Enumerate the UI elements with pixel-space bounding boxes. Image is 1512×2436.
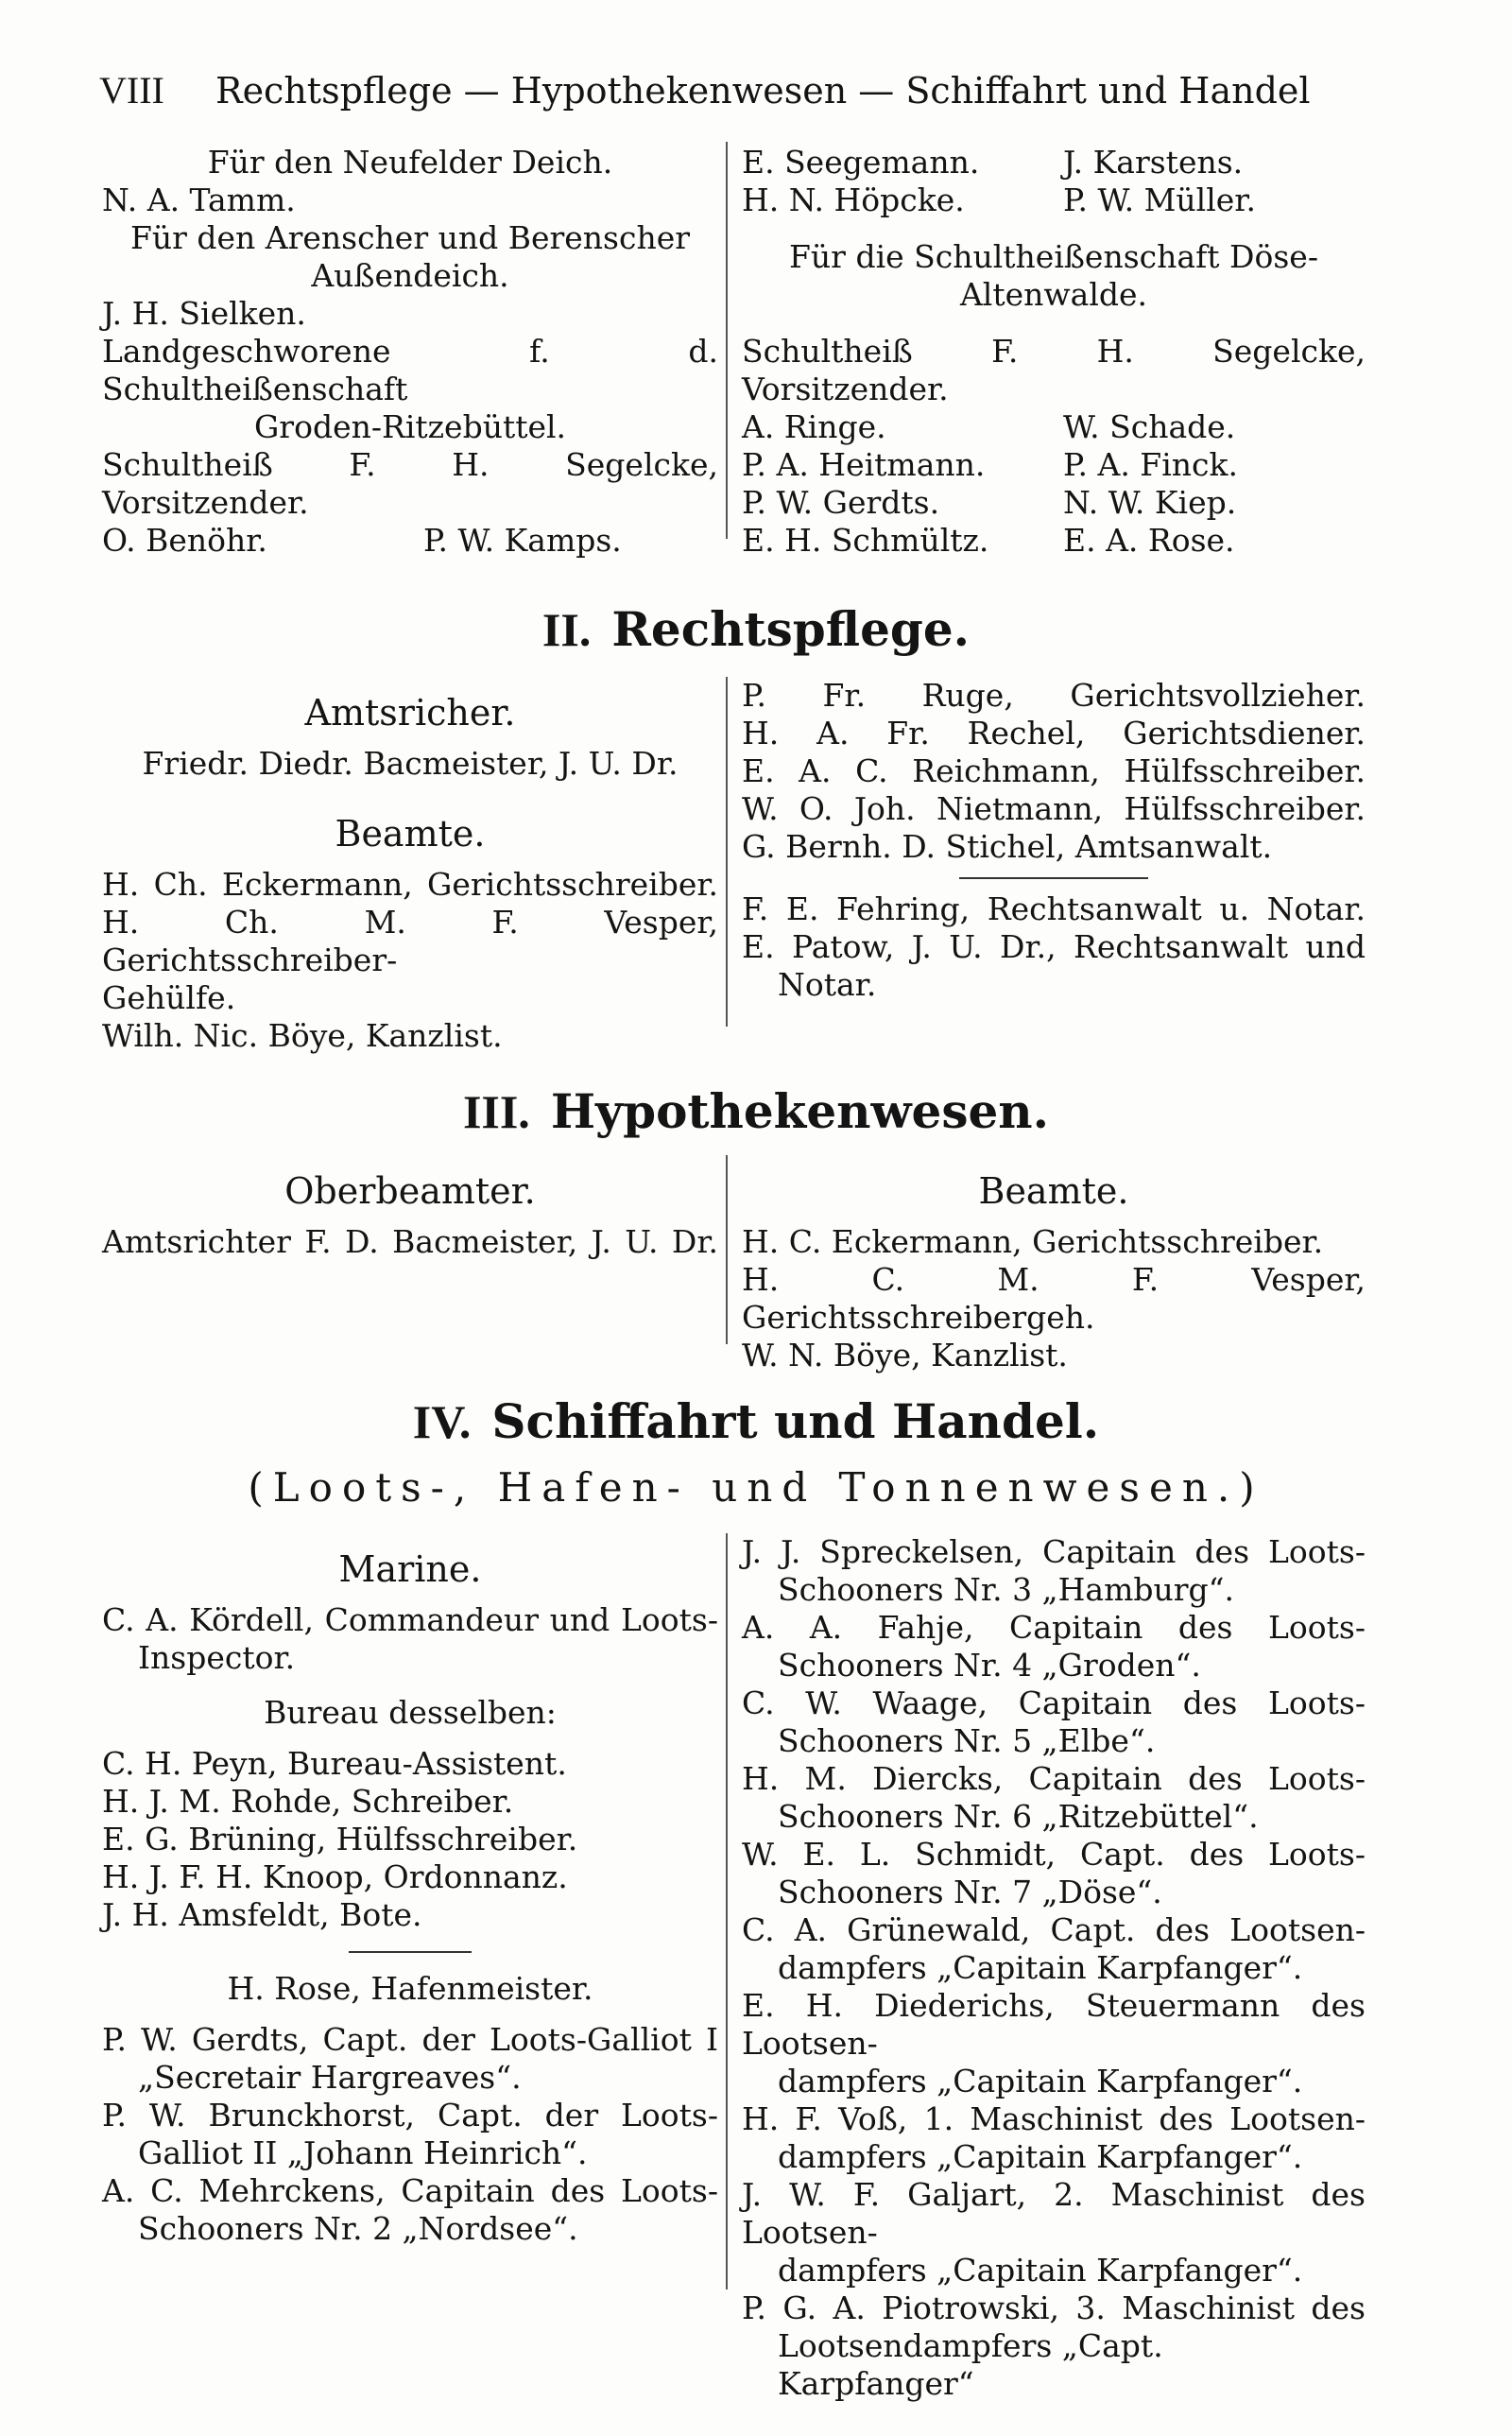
subheading-beamte: Beamte. [335, 813, 486, 855]
entry-line: Landgeschworene f. d. Schultheißenschaft [102, 333, 718, 407]
divider-rule [349, 1951, 472, 1953]
entry-line: H. F. Voß, 1. Maschinist des Lootsen- [742, 2100, 1366, 2137]
entry-line: J. H. Amsfeldt, Bote. [102, 1896, 422, 1933]
subheading-beamte: Beamte. [978, 1170, 1129, 1212]
entry-line: Altenwalde. [959, 276, 1148, 313]
entry-line: Schultheiß F. H. Segelcke, Vorsitzender. [742, 333, 1366, 407]
entry-line: C. H. Peyn, Bureau-Assistent. [102, 1745, 567, 1782]
section-number: IV. [412, 1395, 472, 1448]
subheading-oberbeamter: Oberbeamter. [284, 1170, 536, 1212]
page-number: VIII [99, 69, 164, 112]
entry-line: H. Ch. M. F. Vesper, Gerichtsschreiber- [102, 904, 718, 978]
entry-continuation: Schooners Nr. 7 „Döse“. [778, 1874, 1162, 1910]
entry-line: H. A. Fr. Rechel, Gerichtsdiener. [742, 715, 1366, 752]
entry-continuation: Schooners Nr. 3 „Hamburg“. [778, 1571, 1235, 1608]
name-pair [742, 484, 1366, 522]
entry-line: H. C. Eckermann, Gerichtsschreiber. [742, 1223, 1324, 1260]
section-heading-rechtspflege [0, 601, 1512, 658]
entry-line: H. M. Diercks, Capitain des Loots- [742, 1760, 1366, 1797]
entry-name: P. A. Finck. [1063, 446, 1238, 483]
bureau-list [102, 1745, 718, 1934]
entry-continuation: dampfers „Capitain Karpfanger“. [778, 1949, 1303, 1986]
entry-line: W. O. Joh. Nietmann, Hülfsschreiber. [742, 790, 1366, 827]
entry-name: P. W. Müller. [1063, 181, 1256, 218]
entry-name: N. W. Kiep. [1063, 484, 1237, 521]
entry-continuation: Schooners Nr. 5 „Elbe“. [778, 1722, 1156, 1759]
entry-continuation: Lootsendampfers „Capt. Karpfanger“ [778, 2327, 1163, 2402]
marine-right-column [742, 1533, 1366, 2403]
entry-line: P. W. Brunckhorst, Capt. der Loots- [102, 2097, 718, 2134]
entry-line: J. H. Sielken. [102, 295, 306, 332]
entry-line: Außendeich. [311, 257, 509, 294]
oberbeamter-list [102, 1223, 718, 1261]
entry-line: F. E. Fehring, Rechtsanwalt u. Notar. [742, 890, 1366, 927]
entry-line: G. Bernh. D. Stichel, Amtsanwalt. [742, 828, 1273, 865]
name-pair [742, 408, 1366, 446]
name-pair [742, 144, 1366, 181]
pilot-ships-list [102, 2021, 718, 2248]
entry-line: J. J. Spreckelsen, Capitain des Loots- [742, 1533, 1366, 1570]
entry-line: Wilh. Nic. Böye, Kanzlist. [102, 1017, 503, 1054]
entry-line: C. A. Grünewald, Capt. des Lootsen- [742, 1911, 1366, 1948]
entry-continuation: Schooners Nr. 4 „Groden“. [778, 1647, 1201, 1684]
entry-line: Gehülfe. [102, 979, 236, 1016]
section-heading-hypothekenwesen [0, 1083, 1512, 1140]
entry-line: H. C. M. F. Vesper, Gerichtsschreibergeh. [742, 1261, 1366, 1336]
entry-line: W. E. L. Schmidt, Capt. des Loots- [742, 1836, 1366, 1873]
subheading-bureau: Bureau desselben: [264, 1694, 557, 1731]
entry-line: Schultheiß F. H. Segelcke, Vorsitzender. [102, 446, 718, 521]
entry-name: E. H. Schmültz. [742, 522, 989, 559]
rechtspflege-right-column [742, 677, 1366, 1004]
entry-name: E. Seegemann. [742, 144, 980, 181]
entry-line: P. W. Gerdts, Capt. der Loots-Galliot I [102, 2021, 718, 2058]
entry-continuation: dampfers „Capitain Karpfanger“. [778, 2252, 1303, 2289]
entry-continuation: Notar. [778, 966, 877, 1003]
section-heading-schiffahrt [0, 1393, 1512, 1450]
hypothekenwesen-right-column [742, 1155, 1366, 1374]
entry-line: P. G. A. Piotrowski, 3. Maschinist des [742, 2289, 1366, 2326]
entry-continuation: Schooners Nr. 2 „Nordsee“. [138, 2210, 578, 2247]
entry-name: P. W. Kamps. [423, 522, 622, 559]
entry-line: Groden-Ritzebüttel. [253, 408, 567, 445]
entry-line: H. Ch. Eckermann, Gerichtsschreiber. [102, 866, 718, 903]
entry-line: Für den Arenscher und Berenscher [129, 219, 691, 256]
rechtspflege-left-column [102, 677, 718, 1055]
entry-line: Für die Schultheißenschaft Döse- [789, 238, 1318, 275]
hypothekenwesen-left-column [102, 1155, 718, 1261]
top-right-column [742, 144, 1366, 560]
entry-line: A. C. Mehrckens, Capitain des Loots- [102, 2172, 718, 2209]
running-title: Rechtspflege — Hypothekenwesen — Schiffahrt und Handel [215, 70, 1311, 112]
entry-name: O. Benöhr. [102, 522, 267, 559]
marine-commander [102, 1601, 718, 1677]
entry-line: A. A. Fahje, Capitain des Loots- [742, 1609, 1366, 1646]
entry-continuation: Schooners Nr. 6 „Ritzebüttel“. [778, 1798, 1259, 1835]
entry-name: A. Ringe. [742, 408, 886, 445]
subheading-hafenmeister: H. Rose, Hafenmeister. [227, 1970, 593, 2007]
officials-list [102, 866, 718, 1055]
entry-continuation: „Secretair Hargreaves“. [138, 2059, 522, 2096]
entry-line: H. J. M. Rohde, Schreiber. [102, 1783, 514, 1820]
entry-continuation: Galliot II „Johann Heinrich“. [138, 2134, 588, 2171]
entry-line: E. G. Brüning, Hülfsschreiber. [102, 1821, 578, 1857]
section-subtitle: (Loots-, Hafen- und Tonnenwesen.) [248, 1464, 1264, 1511]
judge-name: Friedr. Diedr. Bacmeister, J. U. Dr. [142, 745, 679, 782]
entry-name: H. N. Höpcke. [742, 181, 965, 218]
entry-name: E. A. Rose. [1063, 522, 1235, 559]
section-number: III. [462, 1085, 530, 1138]
entry-name: J. Karstens. [1063, 144, 1244, 181]
entry-line: N. A. Tamm. [102, 181, 296, 218]
spacer [742, 314, 1366, 333]
spacer [742, 219, 1366, 238]
entry-line: H. J. F. H. Knoop, Ordonnanz. [102, 1858, 568, 1895]
entry-name: P. W. Gerdts. [742, 484, 940, 521]
entry-continuation: dampfers „Capitain Karpfanger“. [778, 2063, 1303, 2099]
divider-rule [959, 877, 1148, 879]
subheading-marine: Marine. [338, 1548, 482, 1590]
entry-continuation: dampfers „Capitain Karpfanger“. [778, 2138, 1303, 2175]
entry-line: E. A. C. Reichmann, Hülfsschreiber. [742, 752, 1366, 789]
entry-name: P. A. Heitmann. [742, 446, 986, 483]
section-title: Schiffahrt und Handel. [491, 1393, 1100, 1449]
name-pair [742, 522, 1366, 560]
column-divider [726, 142, 728, 539]
entry-line: E. Patow, J. U. Dr., Rechtsanwalt und [742, 928, 1366, 965]
entry-line: E. H. Diederichs, Steuermann des Lootsen- [742, 1987, 1366, 2062]
column-divider [726, 1155, 728, 1344]
column-divider [726, 677, 728, 1027]
entry-name: W. Schade. [1063, 408, 1236, 445]
section-number: II. [541, 603, 592, 656]
marine-left-column [102, 1533, 718, 2248]
page-header [99, 68, 1413, 113]
name-pair [742, 446, 1366, 484]
entry-line: C. A. Kördell, Commandeur und Loots- [102, 1601, 718, 1638]
name-pair [102, 522, 718, 560]
section-title: Rechtspflege. [611, 601, 971, 657]
entry-line: P. Fr. Ruge, Gerichtsvollzieher. [742, 677, 1366, 714]
subheading-amtsrichter: Amtsricher. [304, 692, 516, 734]
entry-line: J. W. F. Galjart, 2. Maschinist des Lootsen- [742, 2176, 1366, 2251]
top-left-column [102, 144, 718, 560]
entry-line: C. W. Waage, Capitain des Loots- [742, 1684, 1366, 1721]
entry-line: Amtsrichter F. D. Bacmeister, J. U. Dr. [102, 1223, 718, 1260]
column-divider [726, 1533, 728, 2289]
entry-line: W. N. Böye, Kanzlist. [742, 1337, 1068, 1373]
entry-line: Für den Neufelder Deich. [207, 144, 613, 181]
entry-continuation: Inspector. [138, 1639, 296, 1676]
name-pair [742, 181, 1366, 219]
beamte-list [742, 1223, 1366, 1374]
section-title: Hypothekenwesen. [550, 1083, 1050, 1139]
